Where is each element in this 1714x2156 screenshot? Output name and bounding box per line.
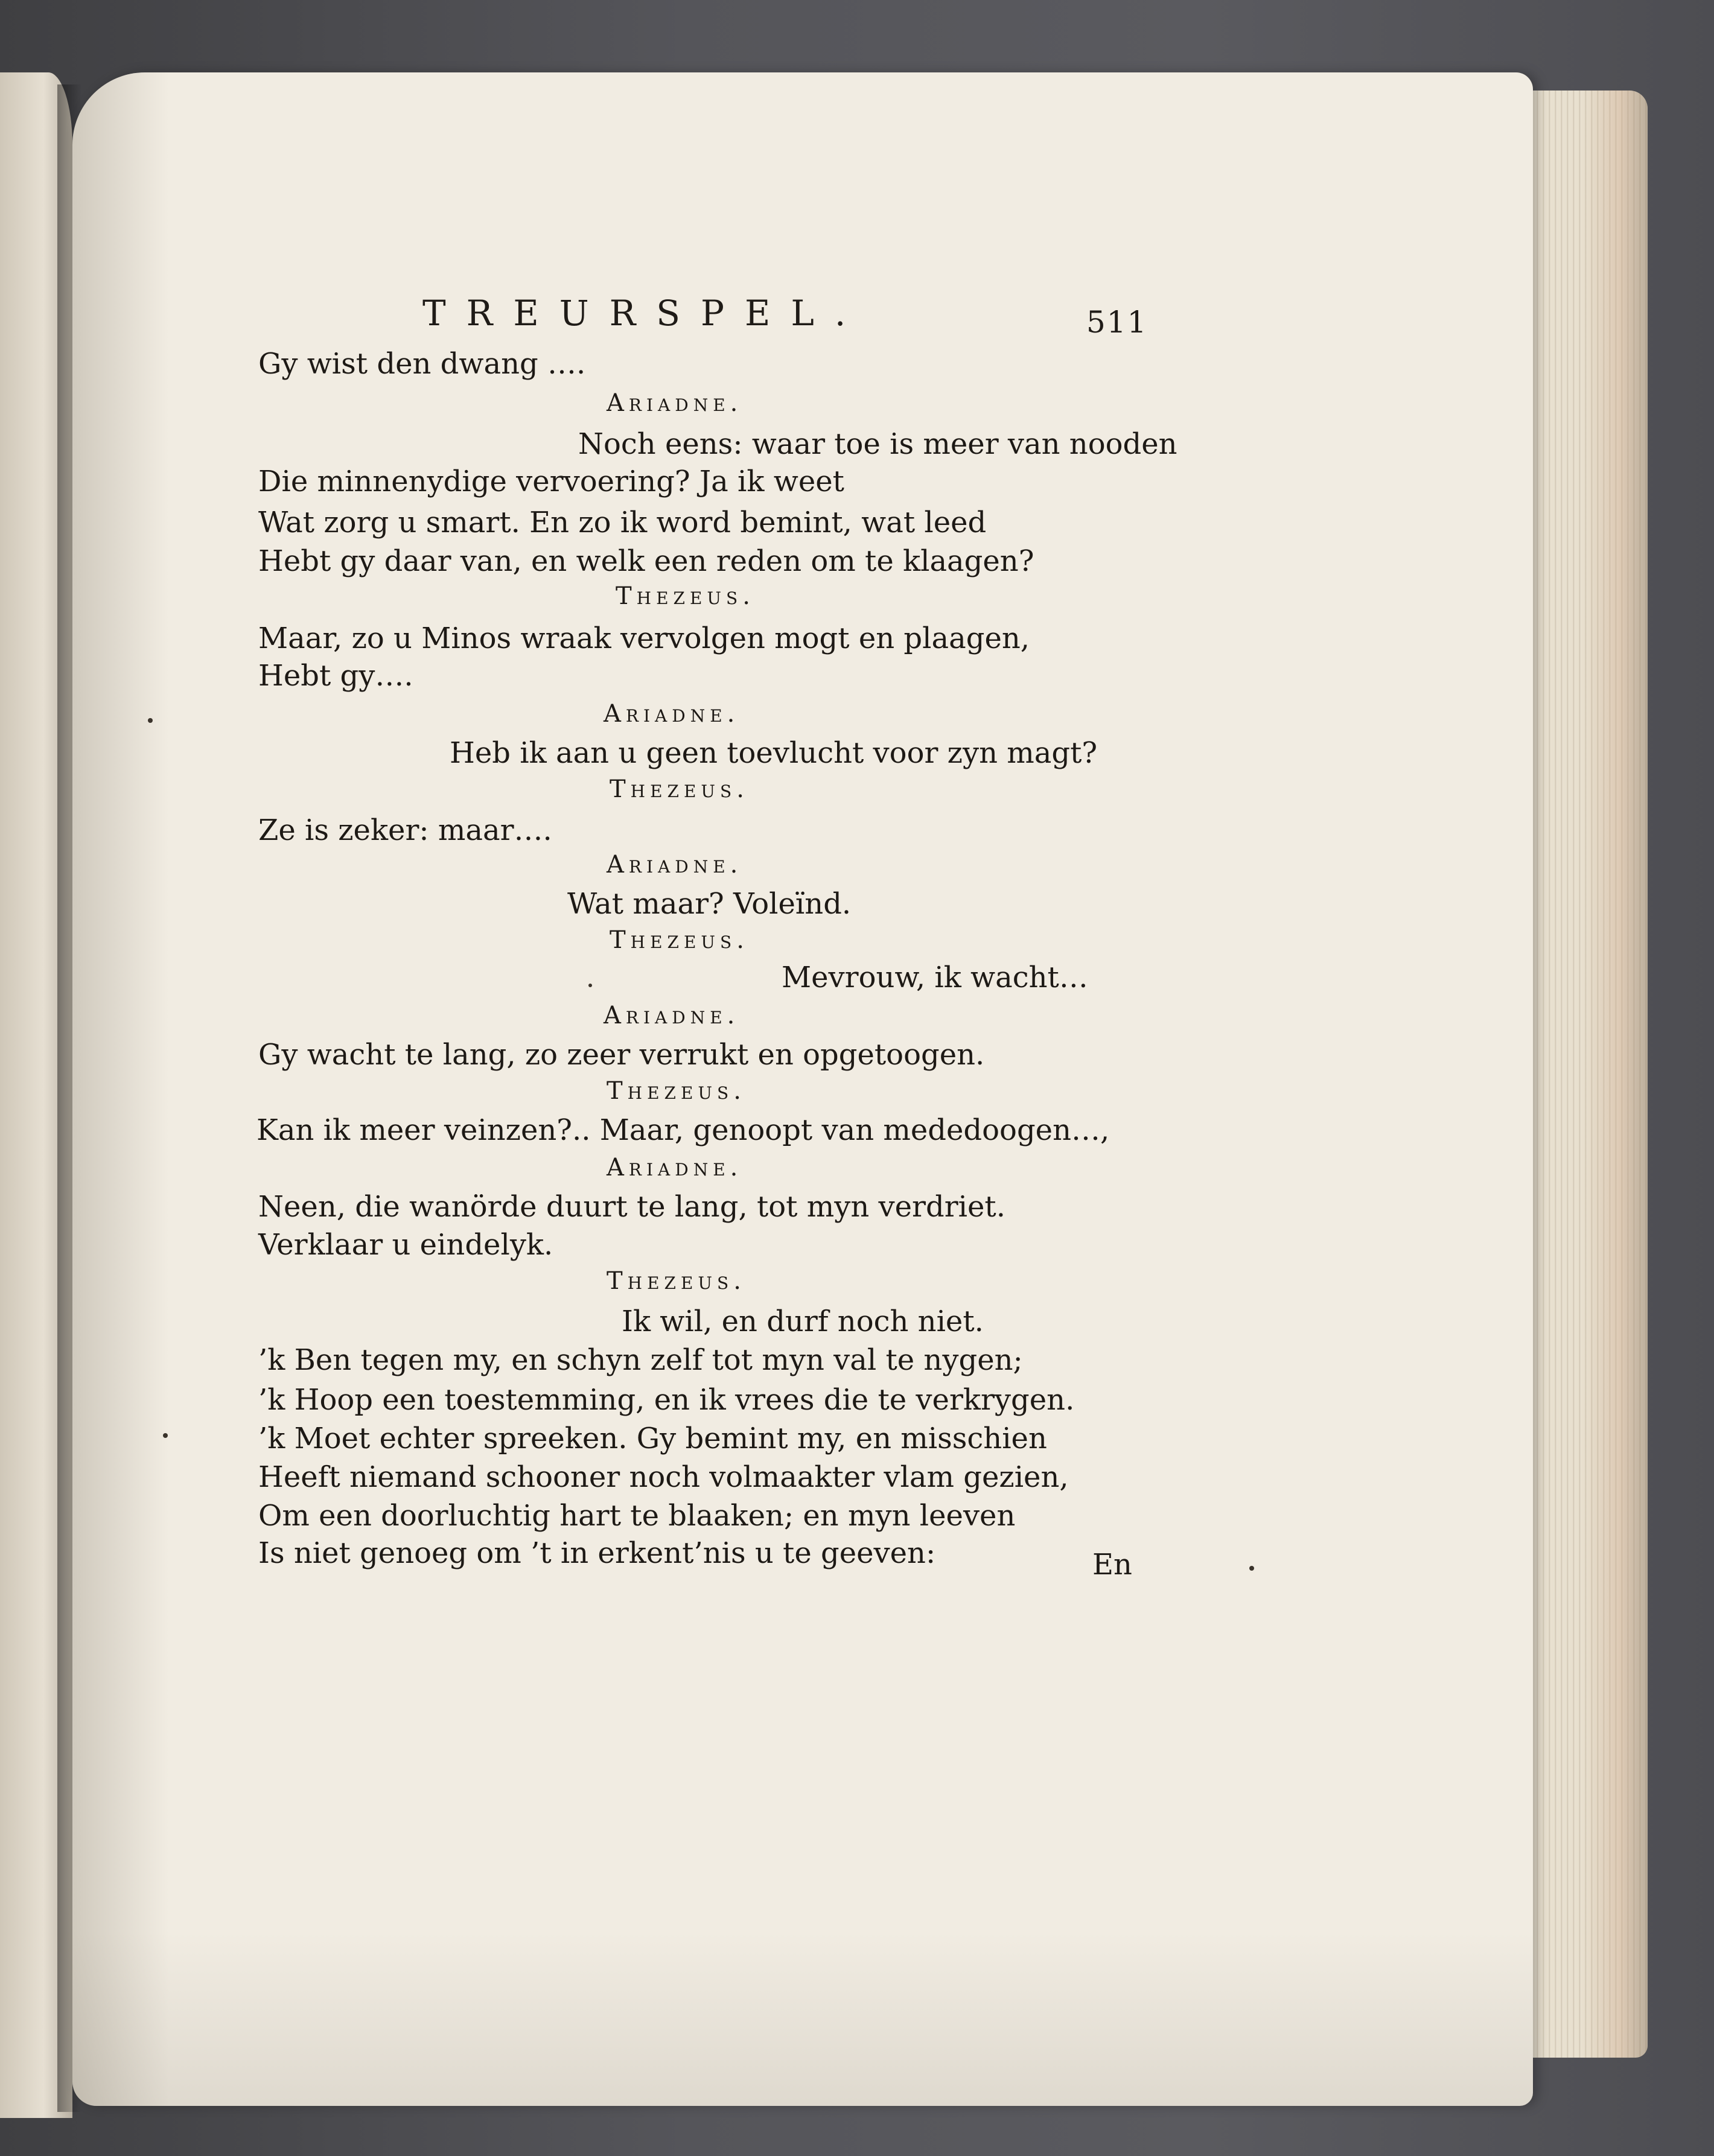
verse-line: Heb ik aan u geen toevlucht voor zyn magt? xyxy=(450,736,1098,770)
verse-line: Is niet genoeg om ’t in erkent’nis u te geeven: xyxy=(258,1536,936,1570)
speaker-name: Ariadne. xyxy=(604,700,740,728)
speaker-name: Ariadne. xyxy=(607,1154,743,1181)
page-fold-shade xyxy=(72,72,169,2106)
speaker-name: Thezeus. xyxy=(610,926,749,954)
verse-line: Maar, zo u Minos wraak vervolgen mogt en plaagen, xyxy=(258,622,1030,655)
page-number: 511 xyxy=(1086,305,1148,340)
verse-line: Verklaar u eindelyk. xyxy=(258,1228,553,1262)
verse-line: Ik wil, en durf noch niet. xyxy=(622,1305,984,1338)
ink-speck xyxy=(163,1433,168,1438)
ink-speck xyxy=(1249,1566,1254,1571)
verse-line: ’k Ben tegen my, en schyn zelf tot myn val te nygen; xyxy=(258,1343,1023,1377)
verse-line: Mevrouw, ik wacht… xyxy=(782,961,1088,994)
catchword: En xyxy=(1092,1548,1132,1582)
speaker-name: Ariadne. xyxy=(607,851,743,879)
speaker-name: Thezeus. xyxy=(607,1267,746,1295)
speaker-name: Thezeus. xyxy=(607,1077,746,1105)
verse-line: ’k Hoop een toestemming, en ik vrees die te verkrygen. xyxy=(258,1383,1075,1417)
page-stack-shade xyxy=(1581,91,1648,2058)
verse-line: Hebt gy daar van, en welk een reden om te klaagen? xyxy=(258,544,1034,578)
verse-line: Gy wacht te lang, zo zeer verrukt en opgetoogen. xyxy=(258,1038,985,1072)
verse-line: Wat zorg u smart. En zo ik word bemint, wat leed xyxy=(258,506,987,539)
verse-line: ’k Moet echter spreeken. Gy bemint my, en misschien xyxy=(258,1422,1047,1455)
ink-speck xyxy=(588,984,592,987)
verse-line: Noch eens: waar toe is meer van nooden xyxy=(578,427,1177,461)
speaker-name: Ariadne. xyxy=(607,389,743,417)
page-bottom-shade xyxy=(72,1931,1533,2106)
verse-line: Om een doorluchtig hart te blaaken; en myn leeven xyxy=(258,1499,1016,1533)
verse-line: Ze is zeker: maar…. xyxy=(258,813,552,847)
running-head: TREURSPEL. xyxy=(422,293,867,334)
verse-line: Gy wist den dwang …. xyxy=(258,347,586,381)
verse-line: Neen, die wanörde duurt te lang, tot myn verdriet. xyxy=(258,1190,1005,1224)
speaker-name: Ariadne. xyxy=(604,1002,740,1029)
verse-line: Die minnenydige vervoering? Ja ik weet xyxy=(258,465,844,498)
verse-line: Hebt gy…. xyxy=(258,659,413,693)
speaker-name: Thezeus. xyxy=(610,775,749,803)
verse-line: Heeft niemand schooner noch volmaakter vlam gezien, xyxy=(258,1460,1069,1494)
verse-line: Kan ik meer veinzen?.. Maar, genoopt van mededoogen…, xyxy=(256,1113,1110,1147)
speaker-name: Thezeus. xyxy=(616,582,755,610)
verse-line: Wat maar? Voleïnd. xyxy=(567,887,852,921)
ink-speck xyxy=(148,718,153,723)
